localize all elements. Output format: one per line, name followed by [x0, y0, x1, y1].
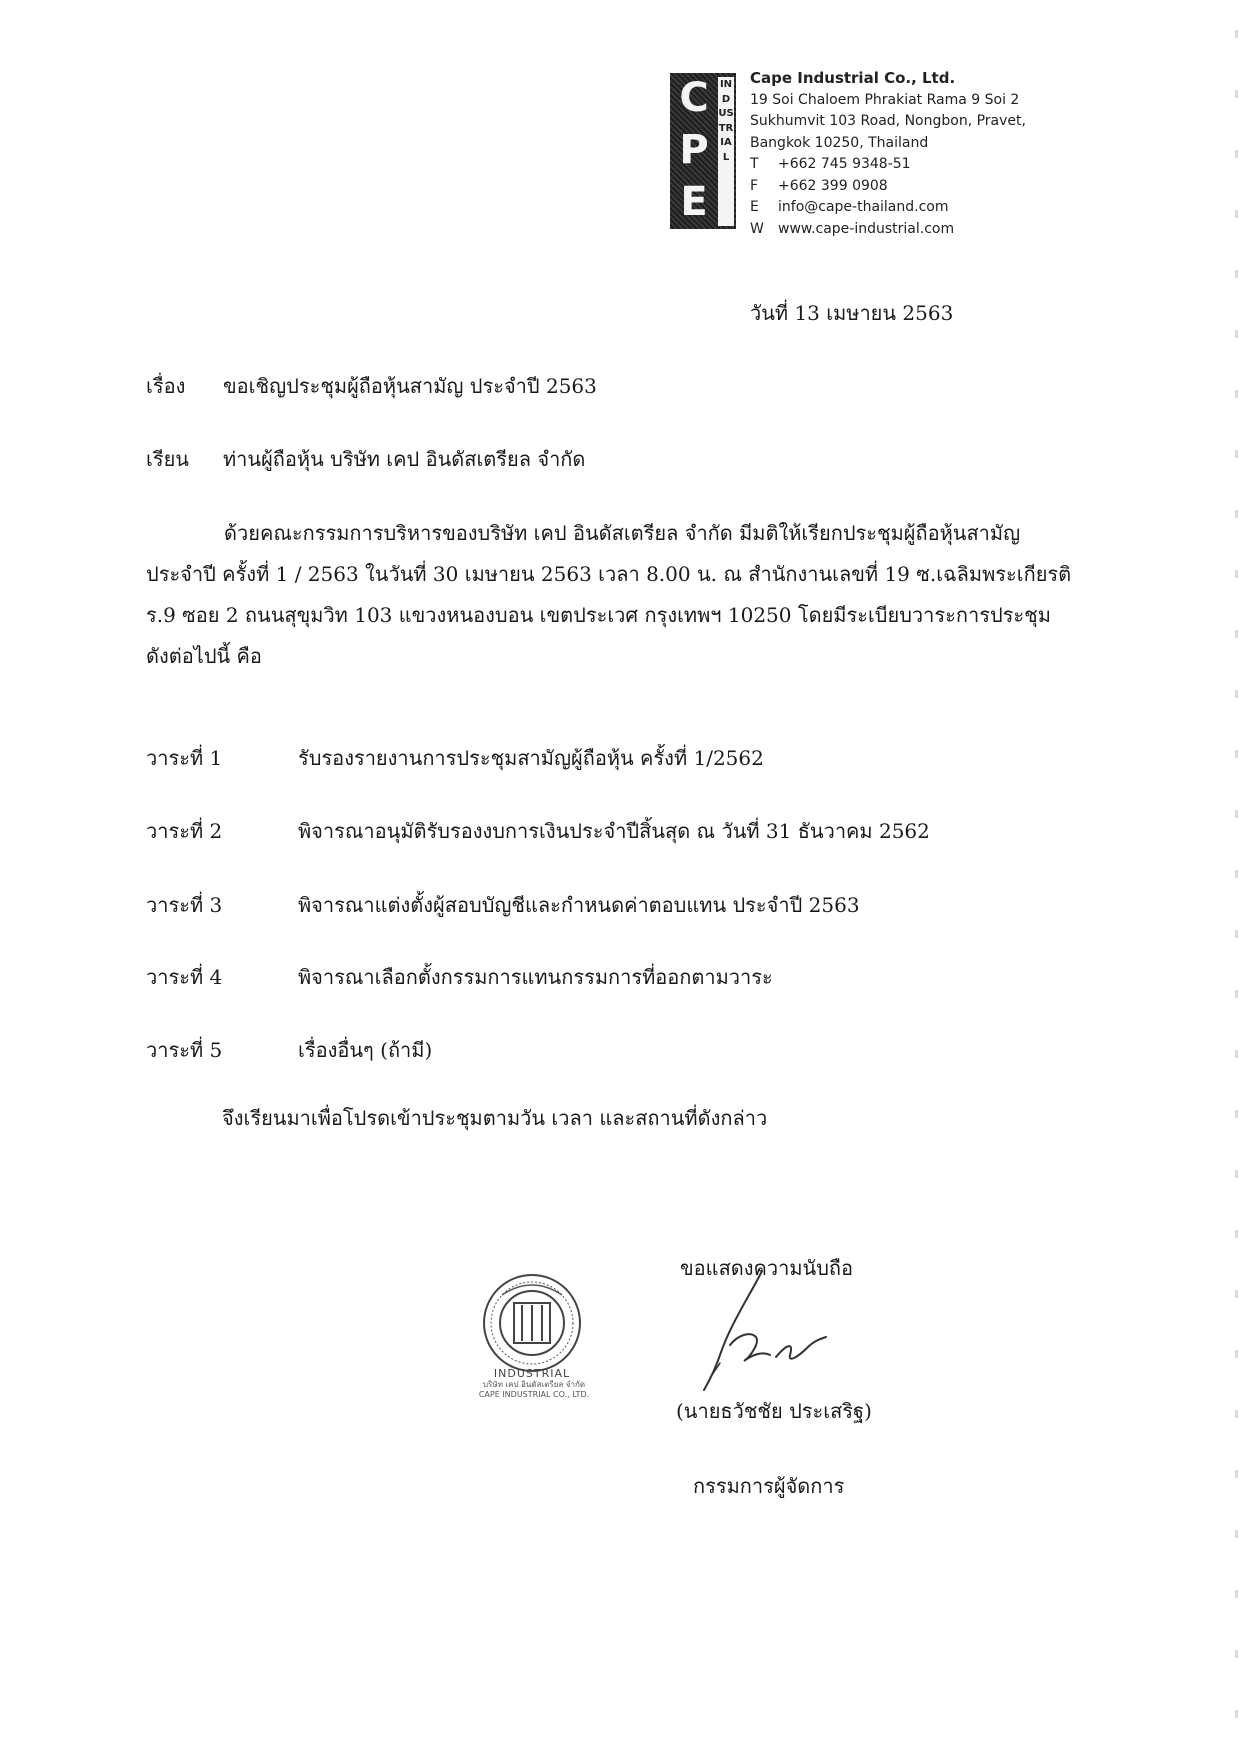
contact-email	[750, 197, 1026, 219]
contact-phone-key: T	[750, 156, 759, 172]
contact-web	[750, 219, 1026, 241]
agenda-text-1: รับรองรายงานการประชุมสามัญผู้ถือหุ้น ครั้งที่ 1/2562	[298, 746, 764, 770]
body-paragraph	[146, 513, 1096, 677]
regards-text: ขอแสดงความนับถือ	[680, 1256, 854, 1280]
contact-fax-key: F	[750, 177, 759, 194]
contact-web-value: www.cape-industrial.com	[778, 220, 955, 237]
agenda-label-4: วาระที่ 4	[146, 965, 223, 989]
agenda-label-2: วาระที่ 2	[146, 819, 223, 843]
recipient-label: เรียน	[146, 447, 189, 471]
seal-caption-thai: บริษัท เคป อินดัสเตรียล จำกัด	[482, 1380, 586, 1389]
address-line-1: 19 Soi Chaloem Phrakiat Rama 9 Soi 2	[750, 91, 1020, 108]
logo-letter-p: P	[679, 127, 709, 173]
agenda-text-2: พิจารณาอนุมัติรับรองงบการเงินประจำปีสิ้นสุด ณ วันที่ 31 ธันวาคม 2562	[298, 819, 930, 843]
seal-caption	[466, 1380, 602, 1400]
signer-position: กรรมการผู้จัดการ	[693, 1474, 845, 1498]
company-logo	[670, 73, 736, 229]
contact-email-value: info@cape-thailand.com	[778, 199, 949, 215]
company-info	[750, 68, 1026, 240]
logo-strip-industrial: INDUSTRIAL	[718, 77, 734, 226]
body-line-2: ประจำปี ครั้งที่ 1 / 2563 ในวันที่ 30 เมษายน 2563 เวลา 8.00 น. ณ สำนักงานเลขที่ 19 ซ.เฉลิมพระเกียรติ	[146, 562, 1072, 586]
scan-edge-marks	[1235, 0, 1238, 1754]
agenda-text-4: พิจารณาเลือกตั้งกรรมการแทนกรรมการที่ออกตามวาระ	[298, 965, 773, 989]
closing-text: จึงเรียนมาเพื่อโปรดเข้าประชุมตามวัน เวลา และสถานที่ดังกล่าว	[222, 1106, 768, 1130]
contact-phone-value: +662 745 9348-51	[778, 156, 911, 172]
contact-web-key: W	[750, 220, 764, 237]
recipient-text: ท่านผู้ถือหุ้น บริษัท เคป อินดัสเตรียล จำกัด	[223, 447, 586, 471]
logo-letter-c: C	[679, 75, 709, 121]
agenda-text-5: เรื่องอื่นๆ (ถ้ามี)	[298, 1038, 433, 1062]
contact-fax-value: +662 399 0908	[778, 177, 888, 194]
agenda-label-3: วาระที่ 3	[146, 893, 223, 917]
agenda-label-5: วาระที่ 5	[146, 1038, 223, 1062]
seal-ring-text: INDUSTRIAL	[493, 1367, 571, 1380]
body-line-1: ด้วยคณะกรรมการบริหารของบริษัท เคป อินดัสเตรียล จำกัด มีมติให้เรียกประชุมผู้ถือหุ้นสามัญ	[224, 521, 1021, 545]
contact-email-key: E	[750, 199, 759, 215]
agenda-text-3: พิจารณาแต่งตั้งผู้สอบบัญชีและกำหนดค่าตอบแทน ประจำปี 2563	[298, 893, 860, 917]
contact-fax	[750, 176, 1026, 198]
logo-letter-e: E	[680, 179, 708, 225]
body-line-3: ร.9 ซอย 2 ถนนสุขุมวิท 103 แขวงหนองบอน เขตประเวศ กรุงเทพฯ 10250 โดยมีระเบียบวาระการประชุม	[146, 603, 1051, 627]
subject-text: ขอเชิญประชุมผู้ถือหุ้นสามัญ ประจำปี 2563	[223, 374, 597, 398]
company-name: Cape Industrial Co., Ltd.	[750, 69, 956, 87]
address-line-3: Bangkok 10250, Thailand	[750, 134, 929, 151]
signer-name: (นายธวัชชัย ประเสริฐ)	[676, 1399, 872, 1423]
handwritten-signature	[690, 1265, 870, 1395]
address-line-2: Sukhumvit 103 Road, Nongbon, Pravet,	[750, 113, 1026, 129]
subject-label: เรื่อง	[146, 374, 186, 398]
body-line-4: ดังต่อไปนี้ คือ	[146, 644, 262, 668]
letter-date: วันที่ 13 เมษายน 2563	[750, 301, 954, 325]
contact-phone	[750, 154, 1026, 176]
agenda-label-1: วาระที่ 1	[146, 746, 223, 770]
seal-caption-english: CAPE INDUSTRIAL CO., LTD.	[478, 1390, 590, 1399]
